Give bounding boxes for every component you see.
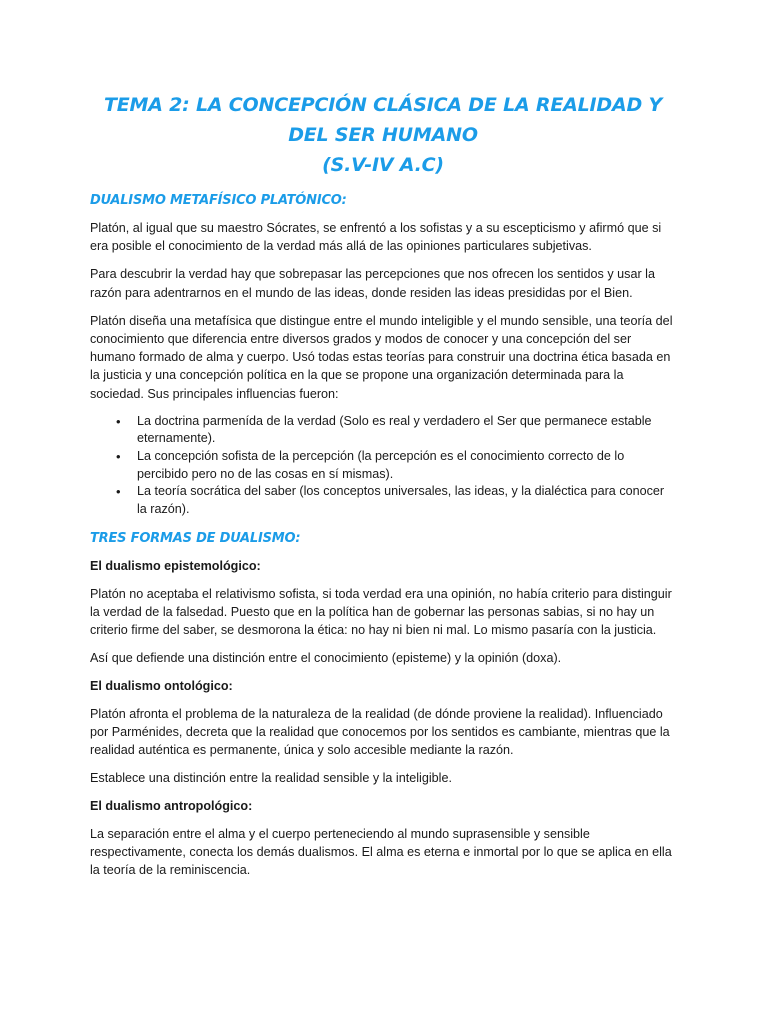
list-item-text: La doctrina parmenída de la verdad (Solo es real y verdadero el Ser que permanece estable eternamente). xyxy=(137,413,652,446)
paragraph-metafisica: Platón diseña una metafísica que distingue entre el mundo inteligible y el mundo sensible, una teoría del conocimiento que diferencia entre diversos grados y modos de conocer y una concepción del ser humano formado de alma y cuerpo. Usó todas estas teorías para construir una doctrina ética basada en la justicia y una concepción política en la que se propone una organización determinada para la sociedad. Sus principales influencias fueron: xyxy=(90,313,673,401)
list-item xyxy=(116,483,676,518)
page-title xyxy=(90,90,676,180)
paragraph-sensible-inteligible: Establece una distinción entre la realidad sensible y la inteligible. xyxy=(90,771,452,786)
list-item-text: La concepción sofista de la percepción (la percepción es el conocimiento correcto de lo percibido pero no de las cosas en sí mismas). xyxy=(137,449,625,481)
paragraph-descubrir-verdad: Para descubrir la verdad hay que sobrepasar las percepciones que nos ofrecen los sentidos y usar la razón para adentrarnos en el mundo de las ideas, donde residen las ideas presididas por el Bien. xyxy=(90,267,655,300)
bullet-icon: • xyxy=(116,449,121,465)
paragraph-naturaleza-realidad: Platón afronta el problema de la naturaleza de la realidad (de dónde proviene la realidad). Influenciado por Parménides, decreta que la realidad que conocemos por los sentidos es cambiante, mientras que la realidad auténtica es permanente, única y solo accesible mediante la razón. xyxy=(90,706,670,758)
list-item xyxy=(116,413,676,448)
section-heading-dualismo-metafisico: DUALISMO METAFÍSICO PLATÓNICO: xyxy=(90,193,347,208)
list-item-text: La teoría socrática del saber (los conceptos universales, las ideas, y la dialéctica para conocer la razón). xyxy=(137,484,665,516)
subheading-ontologico: El dualismo ontológico: xyxy=(90,679,233,694)
section-heading-tres-formas: TRES FORMAS DE DUALISMO: xyxy=(90,531,301,547)
title-line-2: (S.V-IV A.C) xyxy=(322,154,444,176)
bullet-icon: • xyxy=(116,484,121,500)
paragraph-episteme-doxa: Así que defiende una distinción entre el conocimiento (episteme) y la opinión (doxa). xyxy=(90,651,562,666)
bullet-icon: • xyxy=(116,413,121,429)
paragraph-relativismo: Platón no aceptaba el relativismo sofista, si toda verdad era una opinión, no había criterio para distinguir la verdad de la falsedad. Puesto que en la política han de gobernar las personas sabias, si no hay un criterio firme del saber, se desmorona la ética: no hay ni bien ni mal. Lo mismo pasaría con la justicia. xyxy=(90,586,672,637)
subheading-epistemologico: El dualismo epistemológico: xyxy=(90,559,261,574)
subheading-antropologico: El dualismo antropológico: xyxy=(90,799,253,814)
paragraph-platon-socrates: Platón, al igual que su maestro Sócrates, se enfrentó a los sofistas y a su escepticismo y afirmó que si era posible el conocimiento de la verdad más allá de las opiniones particulares subjetivas. xyxy=(90,221,662,254)
paragraph-alma-cuerpo: La separación entre el alma y el cuerpo perteneciendo al mundo suprasensible y sensible respectivamente, conecta los demás dualismos. El alma es eterna e inmortal por lo que se aplica en ella la teoría de la reminiscencia. xyxy=(90,826,672,878)
influences-list xyxy=(90,413,676,519)
title-line-1: TEMA 2: LA CONCEPCIÓN CLÁSICA DE LA REALIDAD Y DEL SER HUMANO xyxy=(103,94,663,146)
list-item xyxy=(116,448,676,483)
